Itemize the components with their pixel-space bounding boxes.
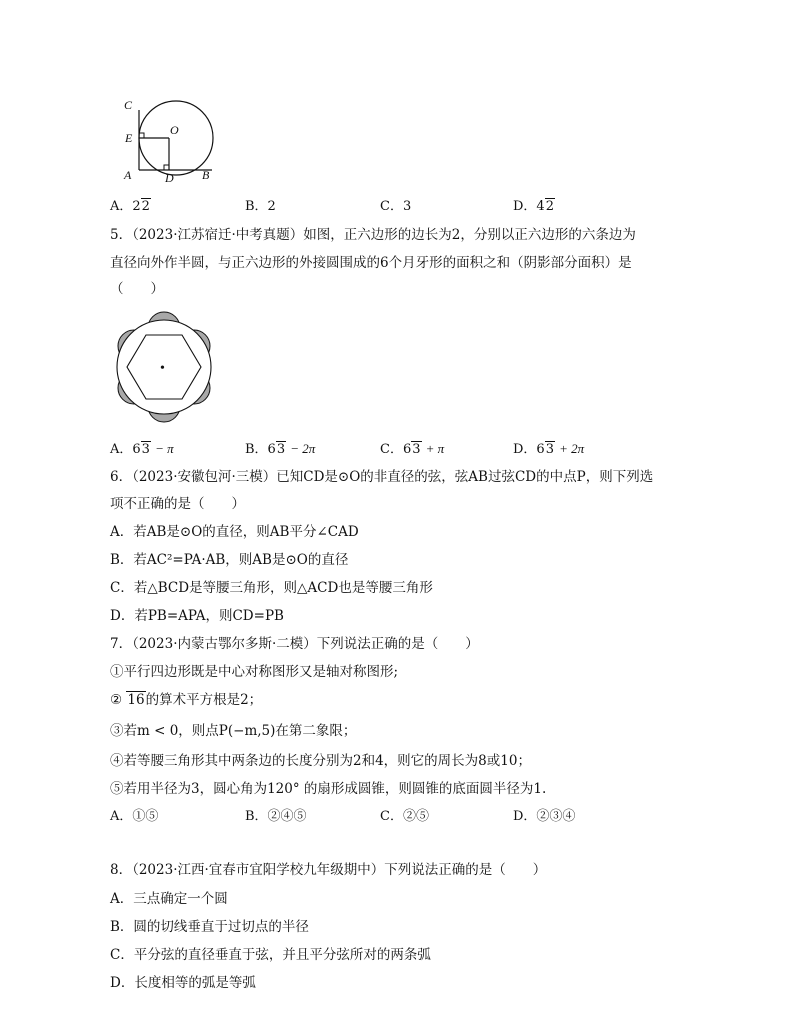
q4-option-b: B．2 <box>245 199 276 214</box>
label-e: E <box>125 131 133 145</box>
q6-stem-line2: 项不正确的是（ ） <box>110 496 245 512</box>
q7-item-2: ② 16的算术平方根是2； <box>110 692 263 708</box>
label-c: C <box>124 98 133 112</box>
q8-option-b: B．圆的切线垂直于过切点的半径 <box>110 919 309 935</box>
q6-option-b: B．若AC²=PA·AB，则AB是⊙O的直径 <box>110 552 349 568</box>
q7-option-a: A．①⑤ <box>110 809 159 824</box>
q7-option-c: C．②⑤ <box>380 809 429 824</box>
q5-option-c: C．63 + π <box>380 441 445 457</box>
figure-q5-hexagon-moons <box>107 306 221 432</box>
q5-option-d: D．63 + 2π <box>513 441 585 457</box>
q6-stem-line1: 6．（2023·安徽包河·三模）已知CD是⊙O的非直径的弦，弦AB过弦CD的中点P，则下列选 <box>110 469 654 485</box>
center-dot: • <box>160 361 165 376</box>
q5-option-a: A．63 − π <box>110 441 174 457</box>
q5-paren: （ ） <box>110 281 164 297</box>
q7-stem: 7．（2023·内蒙古鄂尔多斯·二模）下列说法正确的是（ ） <box>110 636 479 652</box>
q6-option-c: C．若△BCD是等腰三角形，则△ACD也是等腰三角形 <box>110 580 433 596</box>
q7-item-5: ⑤若用半径为3，圆心角为120° 的扇形成圆锥，则圆锥的底面圆半径为1. <box>110 781 547 797</box>
q5-stem-line2: 直径向外作半圆，与正六边形的外接圆围成的6个月牙形的面积之和（阴影部分面积）是 <box>110 255 632 271</box>
q7-option-b: B．②④⑤ <box>245 809 307 824</box>
q6-option-a: A．若AB是⊙O的直径，则AB平分∠CAD <box>110 524 359 540</box>
q7-option-d: D．②③④ <box>513 809 576 824</box>
q7-item-1: ①平行四边形既是中心对称图形又是轴对称图形; <box>110 664 399 680</box>
q4-option-a: A．22 <box>110 199 150 214</box>
q5-stem-line1: 5．（2023·江苏宿迁·中考真题）如图，正六边形的边长为2，分别以正六边形的六条边为 <box>110 227 636 243</box>
q8-stem: 8．（2023·江西·宜春市宜阳学校九年级期中）下列说法正确的是（ ） <box>110 862 547 878</box>
q6-option-d: D．若PB=APA，则CD=PB <box>110 608 284 624</box>
figure-q4-circle <box>112 90 222 185</box>
q8-option-c: C．平分弦的直径垂直于弦，并且平分弦所对的两条弧 <box>110 947 431 963</box>
q5-option-b: B．63 − 2π <box>245 441 316 457</box>
q8-option-d: D．长度相等的弧是等弧 <box>110 975 256 991</box>
label-o: O <box>170 123 179 137</box>
q7-item-3: ③若m < 0，则点P(−m,5)在第二象限； <box>110 723 357 739</box>
q7-item-4: ④若等腰三角形其中两条边的长度分别为2和4，则它的周长为8或10； <box>110 753 531 769</box>
q8-option-a: A．三点确定一个圆 <box>110 891 228 907</box>
q4-option-c: C．3 <box>380 199 412 214</box>
label-a: A <box>124 168 132 182</box>
label-d: D <box>165 171 174 185</box>
q4-option-d: D．42 <box>513 199 554 214</box>
label-b: B <box>202 168 210 182</box>
